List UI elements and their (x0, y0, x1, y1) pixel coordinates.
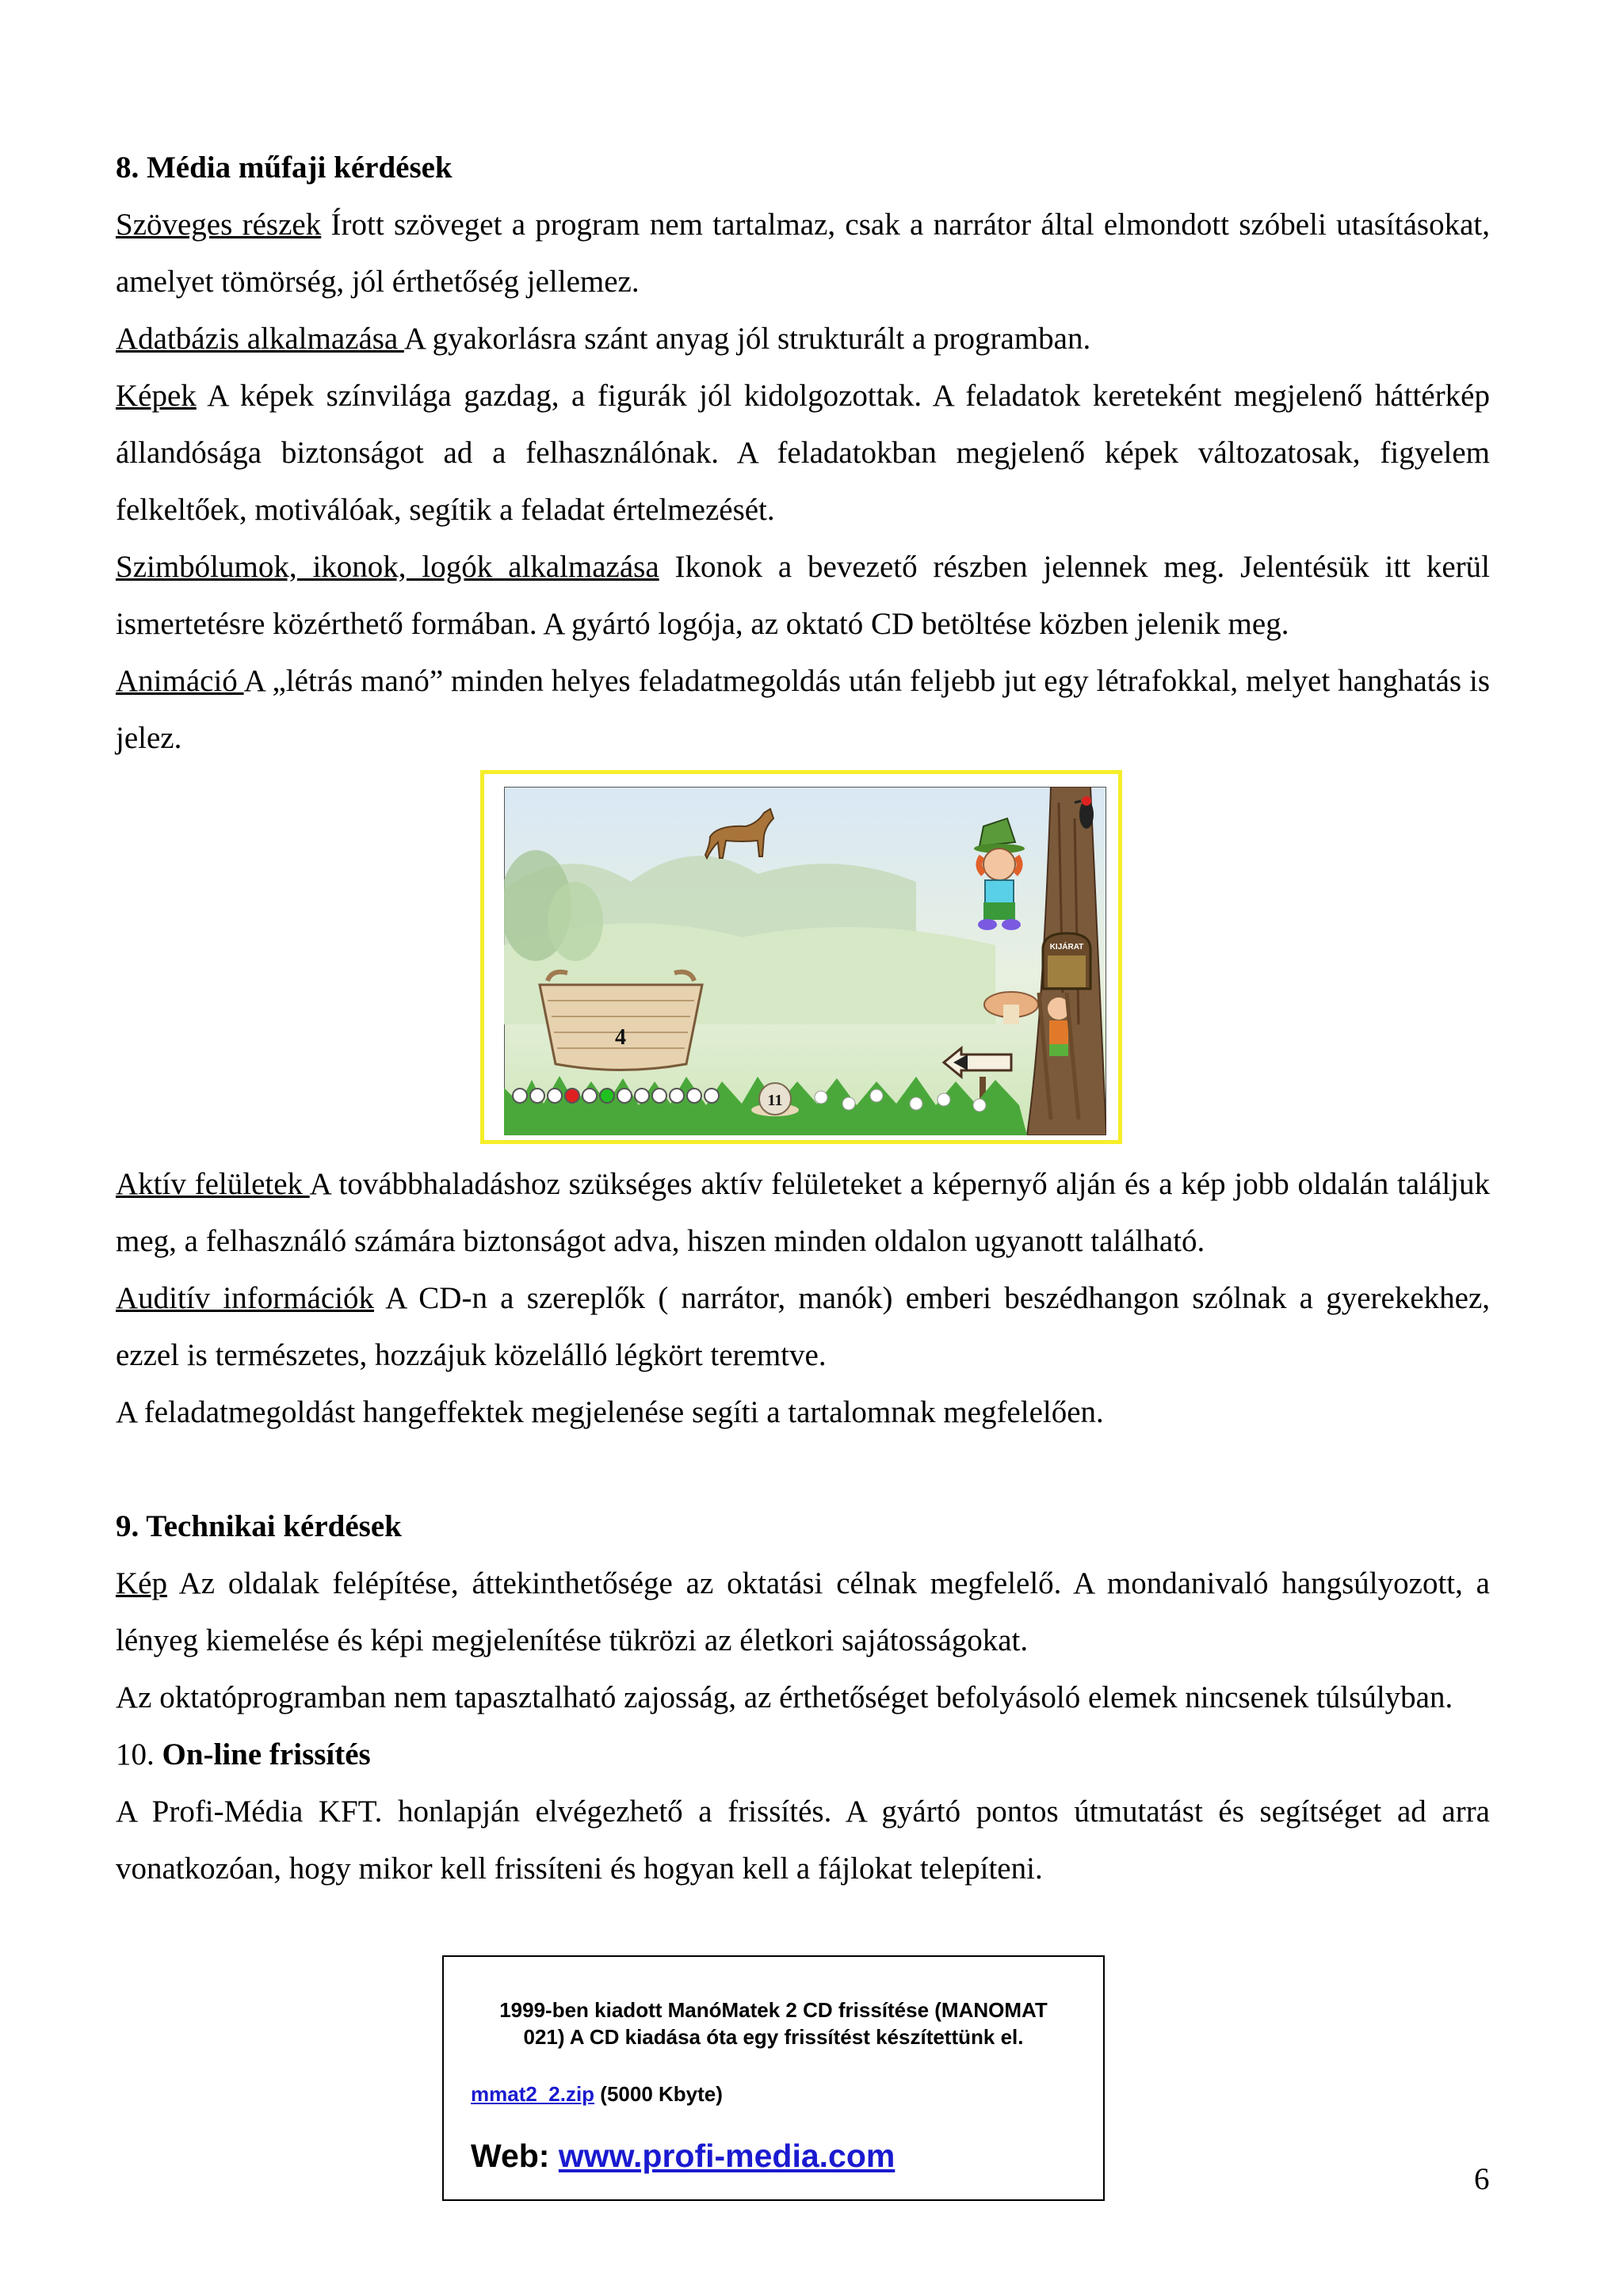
item-label: Szimbólumok, ikonok, logók alkalmazása (116, 550, 659, 584)
item-auditiv (116, 1270, 1490, 1384)
update-info-box (442, 1955, 1105, 2201)
item-animacio (116, 653, 1490, 767)
item-text: A továbbhaladáshoz szükséges aktív felületeket a képernyő alján és a kép jobb oldalán találjuk meg, a felhasználó számára biztonságot adva, hiszen minden oldalon ugyanott található. (116, 1167, 1491, 1258)
item-text: Az oldalak felépítése, áttekinthetősége az oktatási célnak megfelelő. A mondanivaló hangsúlyozott, a lényeg kiemelése és képi megjelenítése tükrözi az életkori sajátosságokat. (116, 1566, 1490, 1657)
section-9-heading: 9. Technikai kérdések (116, 1509, 402, 1543)
program-screenshot-figure (480, 770, 1122, 1144)
update-description-line1: 1999-ben kiadott ManóMatek 2 CD frissítése (MANOMAT (499, 1998, 1048, 2022)
item-szimbolumok (116, 539, 1490, 653)
item-text: A CD-n a szereplők ( narrátor, manók) emberi beszédhangon szólnak a gyerekekhez, ezzel is természetes, hozzájuk közelálló légkört teremtve. (116, 1281, 1490, 1372)
item-aktiv-feluletek (116, 1156, 1490, 1270)
exit-sign-label: KIJÁRAT (1049, 943, 1084, 952)
item-text: A képek színvilága gazdag, a figurák jól kidolgozottak. A feladatok kereteként megjelenő háttérkép állandósága biztonságot ad a felhasználónak. A feladatokban megjelenő képek változatosak, figyelem felkeltőek, motiválóak, segítik a feladat értelmezését. (116, 379, 1490, 527)
exit-door-button[interactable] (1043, 933, 1090, 989)
web-line (471, 2138, 895, 2175)
item-label: Adatbázis alkalmazása (116, 322, 404, 356)
update-description (444, 1997, 1103, 2050)
item-label: Aktív felületek (116, 1167, 310, 1201)
section-10-title: On-line frissítés (162, 1737, 371, 1772)
snail-number: 11 (767, 1092, 783, 1109)
item-text: Ikonok a bevezető részben jelennek meg. Jelentésük itt kerül ismertetésre közérthető formában. A gyártó logója, az oktató CD betöltése közben jelenik meg. (116, 550, 1490, 641)
item-label: Képek (116, 379, 197, 413)
item-label: Kép (116, 1566, 167, 1600)
item-kepek (116, 368, 1490, 539)
item-text: A gyakorlásra szánt anyag jól strukturált a programban. (403, 322, 1091, 356)
closing-paragraph: A feladatmegoldást hangeffektek megjelenése segíti a tartalomnak megfelelően. (116, 1395, 1104, 1429)
item-label: Auditív információk (116, 1281, 374, 1315)
item-szoveges-reszek (116, 196, 1490, 311)
item-adatbazis (116, 311, 1490, 368)
basket-number: 4 (615, 1025, 626, 1050)
basket-image (540, 972, 702, 1070)
section-10-number: 10. (116, 1737, 162, 1772)
download-link[interactable]: mmat2_2.zip (471, 2082, 595, 2106)
section-9-paragraph: Az oktatóprogramban nem tapasztalható zajosság, az érthetőséget befolyásoló elemek nincsenek túlsúlyban. (116, 1680, 1453, 1714)
section-10-paragraph: A Profi-Média KFT. honlapján elvégezhető a frissítés. A gyártó pontos útmutatást és segítséget ad arra vonatkozóan, hogy mikor kell frissíteni és hogyan kell a fájlokat telepíteni. (116, 1794, 1490, 1886)
website-link[interactable]: www.profi-media.com (558, 2138, 896, 2174)
item-label: Animáció (116, 664, 244, 698)
item-label: Szöveges részek (116, 208, 322, 242)
section-10-heading (116, 1726, 1490, 1783)
item-text: A „létrás manó” minden helyes feladatmegoldás után feljebb jut egy létrafokkal, melyet hanghatás is jelez. (116, 664, 1490, 755)
page-number: 6 (1474, 2162, 1490, 2196)
web-label: Web: (471, 2138, 559, 2174)
file-size: (5000 Kbyte) (594, 2082, 723, 2106)
download-line (471, 2082, 723, 2107)
program-screenshot (504, 787, 1106, 1135)
section-8 (116, 139, 1490, 767)
section-8-heading: 8. Média műfaji kérdések (116, 151, 453, 185)
item-kep (116, 1555, 1490, 1669)
item-text: Írott szöveget a program nem tartalmaz, csak a narrátor által elmondott szóbeli utasításokat, amelyet tömörség, jól érthetőség jellemez. (116, 208, 1490, 299)
section-8-continued (116, 1156, 1490, 1897)
update-description-line2: 021) A CD kiadása óta egy frissítést készítettünk el. (523, 2025, 1024, 2049)
